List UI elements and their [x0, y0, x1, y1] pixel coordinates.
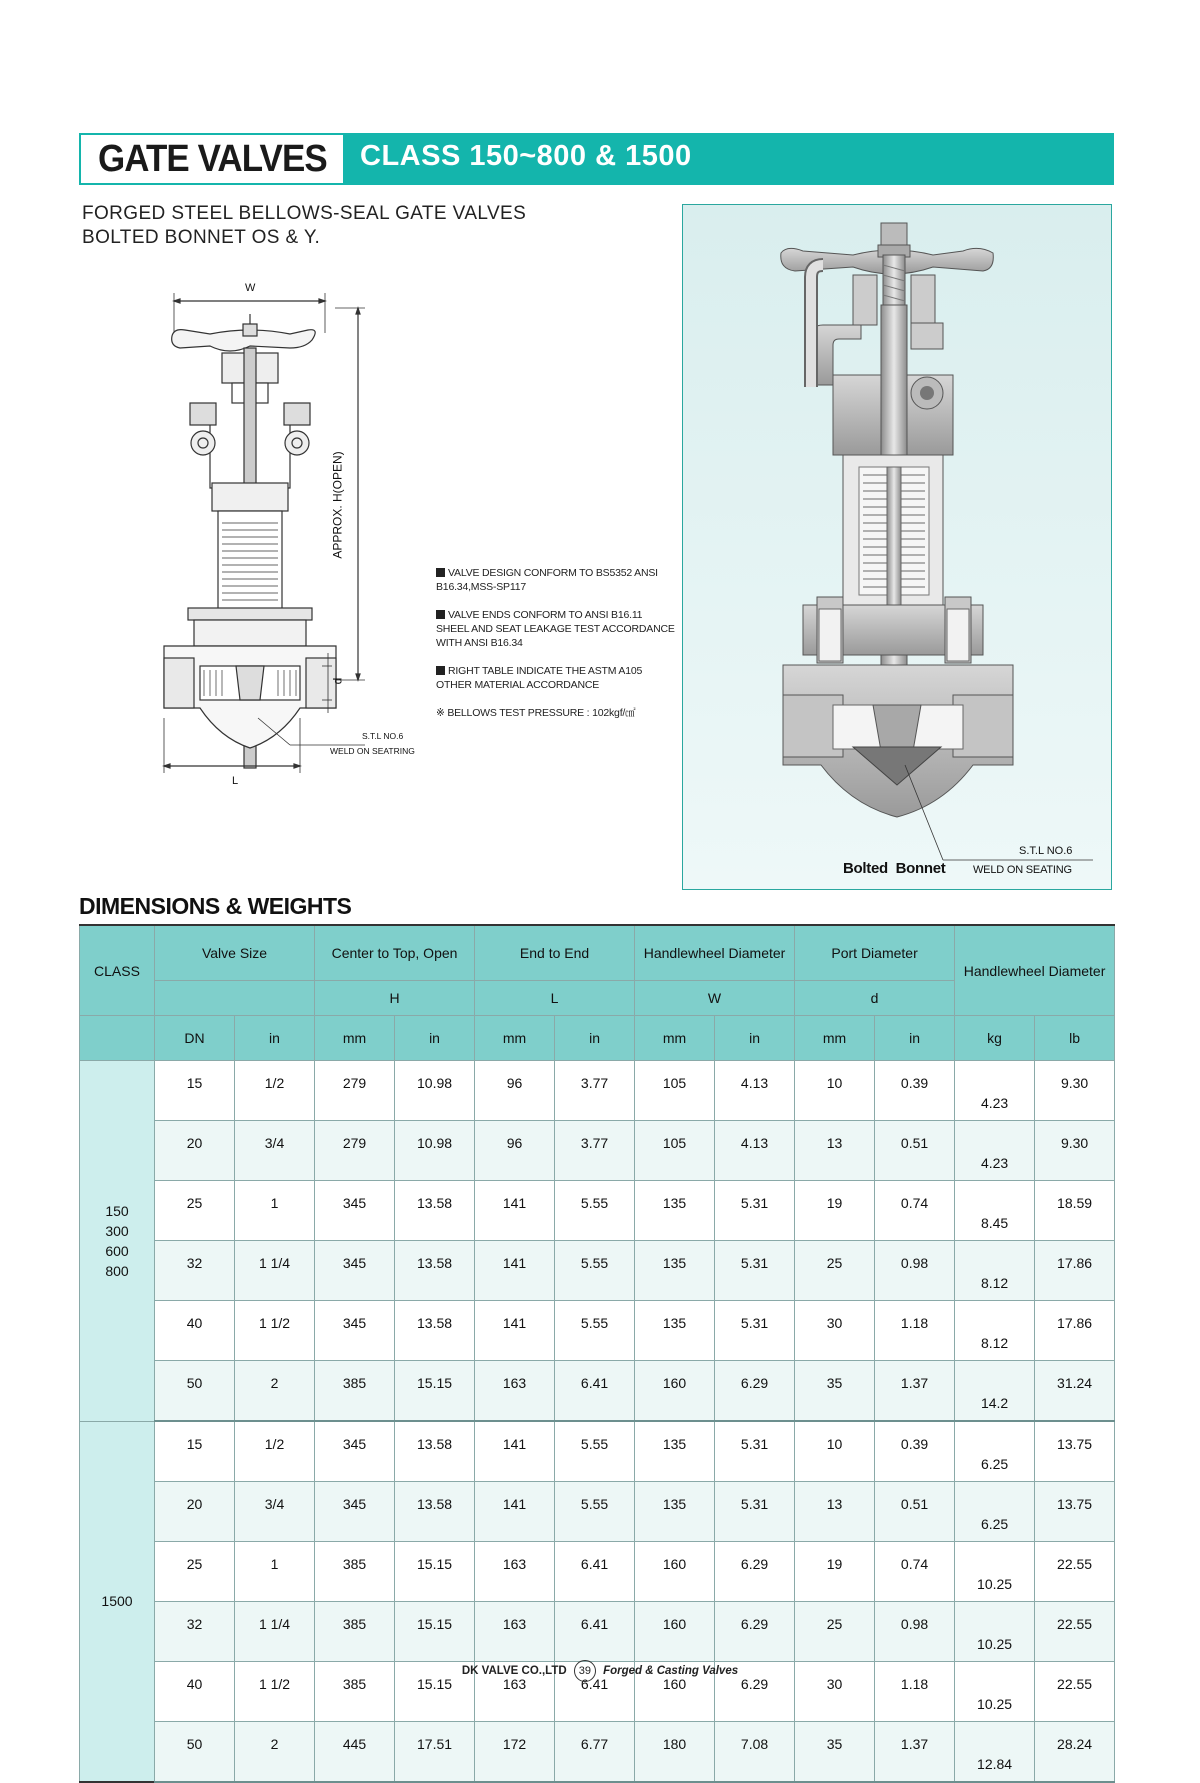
table-cell: 15.15 [395, 1361, 475, 1422]
header-valve-size-sub [155, 981, 315, 1016]
unit-mm: mm [635, 1016, 715, 1061]
h-dimension-label: APPROX. H(OPEN) [330, 451, 345, 559]
weld-drawing-label: WELD ON SEATRING [330, 746, 415, 756]
table-cell: 6.41 [555, 1542, 635, 1602]
table-cell: 19 [795, 1542, 875, 1602]
header-port: Port Diameter [795, 925, 955, 981]
l-dimension-label: L [232, 775, 239, 787]
table-cell: 3/4 [235, 1482, 315, 1542]
header-handwheel: Handlewheel Diameter [635, 925, 795, 981]
table-cell: 13.75 [1035, 1421, 1115, 1482]
table-cell: 12.84 [955, 1722, 1035, 1783]
header-weight: Handlewheel Diameter [955, 925, 1115, 1016]
table-cell: 3/4 [235, 1121, 315, 1181]
table-cell: 1 1/2 [235, 1662, 315, 1722]
table-cell: 279 [315, 1121, 395, 1181]
table-cell: 0.51 [875, 1482, 955, 1542]
table-cell: 1.18 [875, 1662, 955, 1722]
header-symbol-l: L [475, 981, 635, 1016]
table-cell: 0.98 [875, 1602, 955, 1662]
table-cell: 141 [475, 1301, 555, 1361]
product-description [82, 202, 526, 250]
table-cell: 0.39 [875, 1421, 955, 1482]
header-center-to-top: Center to Top, Open [315, 925, 475, 981]
table-cell: 345 [315, 1181, 395, 1241]
table-cell: 345 [315, 1241, 395, 1301]
table-cell: 1/2 [235, 1421, 315, 1482]
table-cell: 160 [635, 1542, 715, 1602]
bullet-square-icon [436, 610, 445, 619]
class-cell: 150 300 600 800 [80, 1061, 155, 1422]
table-cell: 135 [635, 1301, 715, 1361]
table-cell: 10.98 [395, 1121, 475, 1181]
table-cell: 15.15 [395, 1602, 475, 1662]
table-cell: 13.58 [395, 1241, 475, 1301]
stl-photo-label: S.T.L NO.6 [1019, 845, 1073, 857]
table-row [80, 1602, 1115, 1662]
table-cell: 10.25 [955, 1662, 1035, 1722]
table-cell: 6.25 [955, 1421, 1035, 1482]
header-symbol-h: H [315, 981, 475, 1016]
table-cell: 25 [795, 1602, 875, 1662]
table-cell: 163 [475, 1602, 555, 1662]
footer-tagline: Forged & Casting Valves [603, 1665, 739, 1678]
table-cell: 172 [475, 1722, 555, 1783]
table-cell: 163 [475, 1361, 555, 1422]
table-cell: 5.31 [715, 1181, 795, 1241]
table-row [80, 1241, 1115, 1301]
table-cell: 180 [635, 1722, 715, 1783]
table-cell: 1 [235, 1181, 315, 1241]
table-cell: 50 [155, 1722, 235, 1783]
table-row [80, 1542, 1115, 1602]
table-cell: 160 [635, 1361, 715, 1422]
bullet-square-icon [436, 568, 445, 577]
table-cell: 345 [315, 1301, 395, 1361]
header-symbol-d: d [795, 981, 955, 1016]
table-cell: 17.86 [1035, 1241, 1115, 1301]
table-cell: 345 [315, 1421, 395, 1482]
page-subtitle: CLASS 150~800 & 1500 [360, 140, 692, 172]
table-cell: 1 1/4 [235, 1241, 315, 1301]
table-cell: 31.24 [1035, 1361, 1115, 1422]
table-cell: 385 [315, 1542, 395, 1602]
table-cell: 10.98 [395, 1061, 475, 1121]
table-cell: 445 [315, 1722, 395, 1783]
table-cell: 0.39 [875, 1061, 955, 1121]
page-number: 39 [574, 1660, 596, 1682]
table-cell: 105 [635, 1061, 715, 1121]
table-cell: 4.13 [715, 1121, 795, 1181]
table-cell: 13.58 [395, 1181, 475, 1241]
table-cell: 13.58 [395, 1482, 475, 1542]
table-cell: 135 [635, 1421, 715, 1482]
note-material: RIGHT TABLE INDICATE THE ASTM A105 OTHER MATERIAL ACCORDANCE [436, 665, 643, 691]
stl-drawing-label: S.T.L NO.6 [362, 731, 404, 741]
table-cell: 5.55 [555, 1241, 635, 1301]
table-cell: 6.41 [555, 1662, 635, 1722]
table-cell: 96 [475, 1121, 555, 1181]
table-cell: 141 [475, 1241, 555, 1301]
table-cell: 6.41 [555, 1361, 635, 1422]
table-cell: 13.58 [395, 1301, 475, 1361]
table-row [80, 1421, 1115, 1482]
table-cell: 30 [795, 1301, 875, 1361]
table-cell: 1 1/2 [235, 1301, 315, 1361]
table-cell: 9.30 [1035, 1061, 1115, 1121]
table-cell: 15 [155, 1421, 235, 1482]
table-cell: 28.24 [1035, 1722, 1115, 1783]
table-cell: 17.86 [1035, 1301, 1115, 1361]
table-cell: 385 [315, 1662, 395, 1722]
note-bellows-pressure: ※ BELLOWS TEST PRESSURE : 102kgf/㎠ [436, 707, 636, 719]
header-valve-size: Valve Size [155, 925, 315, 981]
table-cell: 2 [235, 1361, 315, 1422]
table-cell: 5.55 [555, 1482, 635, 1542]
table-cell: 0.98 [875, 1241, 955, 1301]
table-cell: 4.23 [955, 1121, 1035, 1181]
table-cell: 8.45 [955, 1181, 1035, 1241]
table-cell: 13 [795, 1482, 875, 1542]
unit-mm: mm [315, 1016, 395, 1061]
table-cell: 10.25 [955, 1542, 1035, 1602]
table-cell: 160 [635, 1602, 715, 1662]
table-row [80, 1301, 1115, 1361]
table-cell: 3.77 [555, 1121, 635, 1181]
table-cell: 2 [235, 1722, 315, 1783]
table-cell: 6.29 [715, 1602, 795, 1662]
table-cell: 25 [795, 1241, 875, 1301]
bullet-square-icon [436, 666, 445, 675]
page-title: GATE VALVES [97, 137, 327, 180]
table-cell: 32 [155, 1602, 235, 1662]
table-row [80, 1361, 1115, 1422]
table-row [80, 1722, 1115, 1783]
header-title-box [79, 133, 345, 185]
unit-in: in [395, 1016, 475, 1061]
product-line-1: FORGED STEEL BELLOWS-SEAL GATE VALVES [82, 203, 527, 224]
table-cell: 0.74 [875, 1181, 955, 1241]
d-dimension-label: d [330, 677, 345, 685]
table-cell: 13.75 [1035, 1482, 1115, 1542]
table-cell: 8.12 [955, 1241, 1035, 1301]
table-cell: 1 [235, 1542, 315, 1602]
table-cell: 7.08 [715, 1722, 795, 1783]
unit-lb: lb [1035, 1016, 1115, 1061]
table-cell: 1.37 [875, 1361, 955, 1422]
table-cell: 9.30 [1035, 1121, 1115, 1181]
valve-cutaway-panel [682, 204, 1112, 890]
unit-mm: mm [795, 1016, 875, 1061]
bolted-bonnet-caption: Bolted Bonnet [843, 860, 946, 877]
w-dimension-label: W [245, 282, 256, 294]
table-row [80, 1482, 1115, 1542]
table-cell: 15 [155, 1061, 235, 1121]
table-cell: 17.51 [395, 1722, 475, 1783]
table-cell: 13.58 [395, 1421, 475, 1482]
table-cell: 6.29 [715, 1542, 795, 1602]
table-cell: 96 [475, 1061, 555, 1121]
table-cell: 10 [795, 1421, 875, 1482]
table-cell: 10.25 [955, 1602, 1035, 1662]
header-symbol-w: W [635, 981, 795, 1016]
table-cell: 5.55 [555, 1301, 635, 1361]
note-design: VALVE DESIGN CONFORM TO BS5352 ANSI B16.34,MSS-SP117 [436, 567, 658, 593]
table-cell: 135 [635, 1181, 715, 1241]
table-cell: 30 [795, 1662, 875, 1722]
valve-technical-drawing [150, 268, 450, 848]
table-cell: 5.31 [715, 1482, 795, 1542]
table-cell: 13 [795, 1121, 875, 1181]
table-cell: 163 [475, 1662, 555, 1722]
table-cell: 1.18 [875, 1301, 955, 1361]
unit-kg: kg [955, 1016, 1035, 1061]
table-cell: 5.31 [715, 1241, 795, 1301]
weld-photo-label: WELD ON SEATING [973, 864, 1072, 876]
unit-in: in [235, 1016, 315, 1061]
table-cell: 18.59 [1035, 1181, 1115, 1241]
table-cell: 22.55 [1035, 1602, 1115, 1662]
product-line-2: BOLTED BONNET OS & Y. [82, 227, 321, 248]
table-cell: 35 [795, 1722, 875, 1783]
table-cell: 10 [795, 1061, 875, 1121]
table-cell: 1/2 [235, 1061, 315, 1121]
table-cell: 32 [155, 1241, 235, 1301]
table-cell: 105 [635, 1121, 715, 1181]
table-cell: 0.51 [875, 1121, 955, 1181]
table-cell: 385 [315, 1602, 395, 1662]
table-cell: 50 [155, 1361, 235, 1422]
page-footer [0, 1660, 1200, 1682]
header-class-blank [80, 1016, 155, 1061]
table-cell: 5.55 [555, 1421, 635, 1482]
table-cell: 20 [155, 1482, 235, 1542]
table-cell: 20 [155, 1121, 235, 1181]
table-cell: 135 [635, 1241, 715, 1301]
unit-in: in [875, 1016, 955, 1061]
footer-company: DK VALVE CO.,LTD [461, 1665, 567, 1678]
table-cell: 15.15 [395, 1662, 475, 1722]
table-row [80, 1181, 1115, 1241]
table-cell: 19 [795, 1181, 875, 1241]
table-cell: 6.29 [715, 1662, 795, 1722]
table-cell: 6.77 [555, 1722, 635, 1783]
unit-dn: DN [155, 1016, 235, 1061]
valve-cutaway-illustration [683, 205, 1111, 889]
table-cell: 6.29 [715, 1361, 795, 1422]
table-cell: 6.41 [555, 1602, 635, 1662]
table-cell: 35 [795, 1361, 875, 1422]
unit-mm: mm [475, 1016, 555, 1061]
table-cell: 385 [315, 1361, 395, 1422]
table-cell: 22.55 [1035, 1662, 1115, 1722]
table-cell: 160 [635, 1662, 715, 1722]
table-cell: 135 [635, 1482, 715, 1542]
table-row [80, 1121, 1115, 1181]
table-cell: 5.31 [715, 1301, 795, 1361]
design-notes [436, 566, 676, 734]
table-cell: 14.2 [955, 1361, 1035, 1422]
table-cell: 141 [475, 1181, 555, 1241]
table-row [80, 1061, 1115, 1121]
table-cell: 4.13 [715, 1061, 795, 1121]
table-cell: 40 [155, 1662, 235, 1722]
table-cell: 22.55 [1035, 1542, 1115, 1602]
note-ends: VALVE ENDS CONFORM TO ANSI B16.11 SHEEL AND SEAT LEAKAGE TEST ACCORDANCE WITH ANSI B16.34 [436, 609, 675, 649]
valve-outline-drawing [150, 268, 450, 848]
table-cell: 141 [475, 1421, 555, 1482]
table-cell: 279 [315, 1061, 395, 1121]
header-class: CLASS [80, 925, 155, 1016]
table-cell: 25 [155, 1181, 235, 1241]
table-cell: 3.77 [555, 1061, 635, 1121]
unit-in: in [555, 1016, 635, 1061]
table-cell: 141 [475, 1482, 555, 1542]
table-cell: 4.23 [955, 1061, 1035, 1121]
class-cell: 1500 [80, 1421, 155, 1782]
table-cell: 163 [475, 1542, 555, 1602]
table-cell: 1.37 [875, 1722, 955, 1783]
table-cell: 0.74 [875, 1542, 955, 1602]
table-cell: 25 [155, 1542, 235, 1602]
header-end-to-end: End to End [475, 925, 635, 981]
table-cell: 5.55 [555, 1181, 635, 1241]
table-cell: 15.15 [395, 1542, 475, 1602]
table-cell: 345 [315, 1482, 395, 1542]
table-cell: 5.31 [715, 1421, 795, 1482]
dimensions-heading: DIMENSIONS & WEIGHTS [79, 893, 352, 919]
dimensions-weights-table [79, 924, 1115, 1783]
table-cell: 40 [155, 1301, 235, 1361]
unit-in: in [715, 1016, 795, 1061]
table-cell: 1 1/4 [235, 1602, 315, 1662]
table-cell: 8.12 [955, 1301, 1035, 1361]
table-cell: 6.25 [955, 1482, 1035, 1542]
